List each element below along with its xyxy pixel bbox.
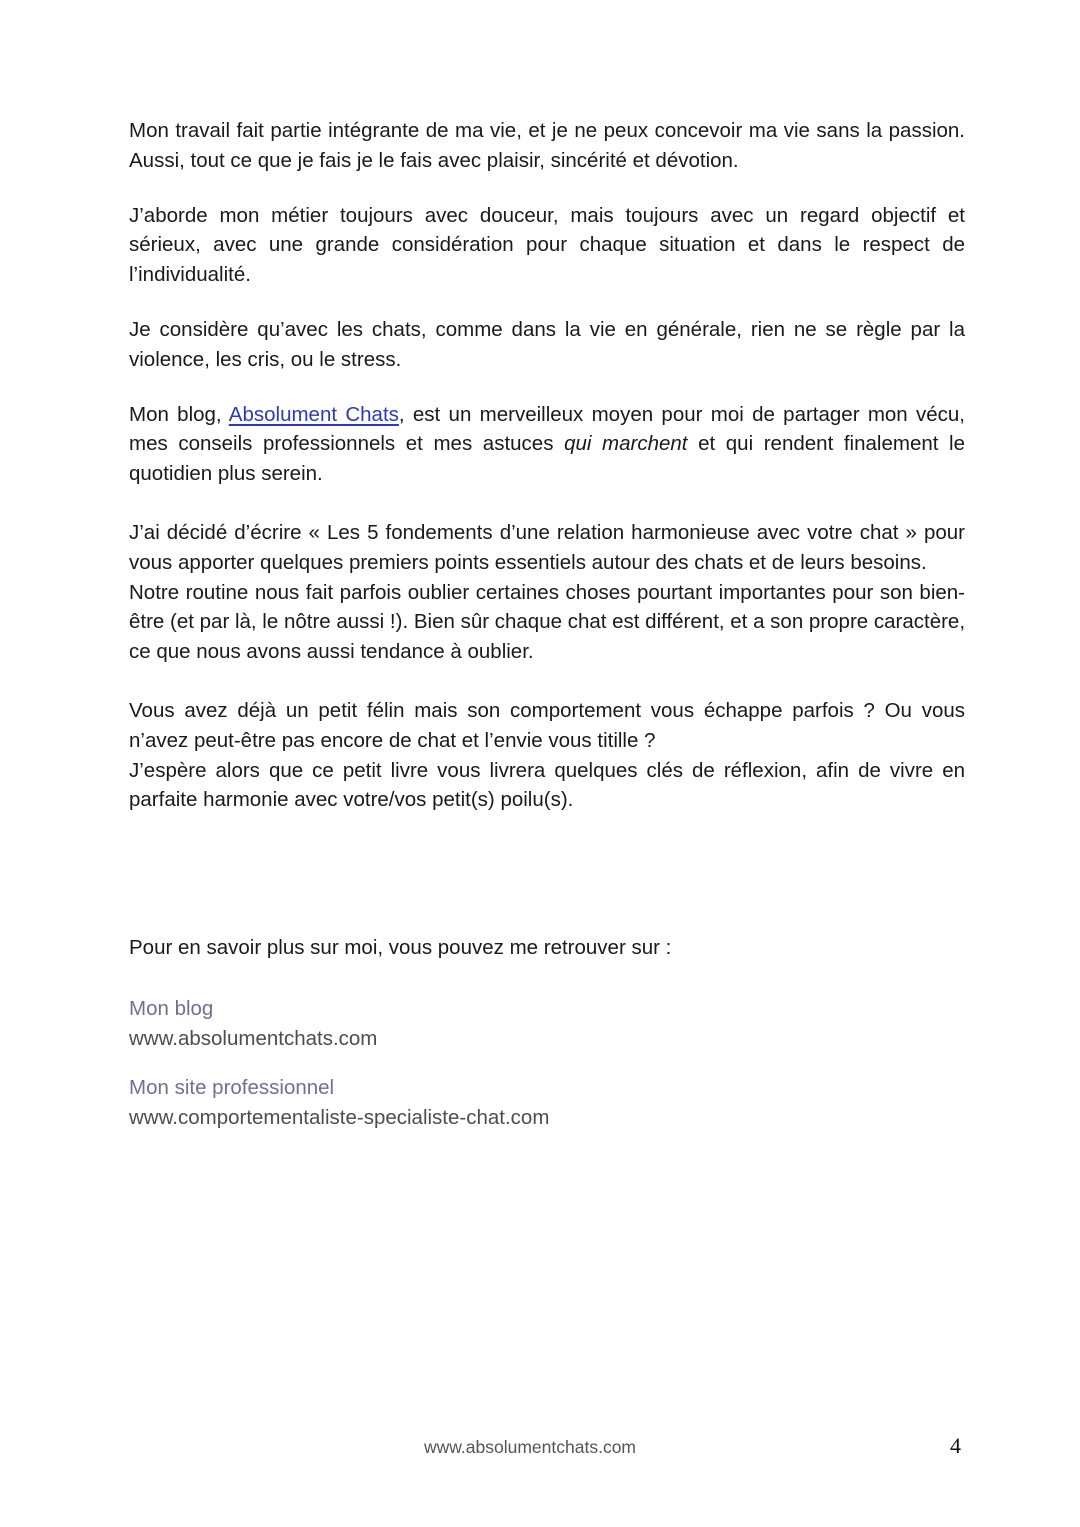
contact-pro-site [129,1073,549,1133]
blog-link[interactable]: Absolument Chats [228,402,399,426]
paragraph-question: Vous avez déjà un petit félin mais son comportement vous échappe parfois ? Ou vous n’avez peut-être pas encore de chat et l’envie vous titille ? [129,698,965,752]
paragraph-blog-end: et qui rendent finalement le quotidien plus serein. [129,432,965,486]
contact-intro: Pour en savoir plus sur moi, vous pouvez me retrouver sur : [129,936,672,959]
paragraph-blog [129,400,965,489]
footer-url: www.absolumentchats.com [423,1437,637,1457]
contact-blog-label: Mon blog [129,997,214,1020]
contact-pro-url[interactable]: www.comportementaliste-specialiste-chat.com [129,1105,550,1129]
paragraph-hope: J’espère alors que ce petit livre vous livrera quelques clés de réflexion, afin de vivre en parfaite harmonie avec votre/vos petit(s) poilu(s). [129,758,965,812]
paragraph-approach: J’aborde mon métier toujours avec douceur, mais toujours avec un regard objectif et sérieux, avec une grande considération pour chaque situation et dans le respect de l’individualité. [129,203,965,287]
page-number: 4 [950,1433,961,1458]
contact-blog [129,994,377,1054]
paragraph-blog-middle: , est un merveilleux moyen pour moi de partager mon vécu, mes conseils professionnels et mes astuces [129,402,965,456]
paragraph-routine: Notre routine nous fait parfois oublier certaines choses pourtant importantes pour son bien-être (et par là, le nôtre aussi !). Bien sûr chaque chat est différent, et a son propre caractère, ce que nous avons aussi tendance à oublier. [129,580,966,664]
paragraph-blog-intro: Mon blog, [129,402,229,426]
paragraph-book-purpose: J’ai décidé d’écrire « Les 5 fondements d’une relation harmonieuse avec votre chat » pour vous apporter quelques premiers points essentiels autour des chats et de leurs besoins. [129,520,965,574]
paragraph-no-violence: Je considère qu’avec les chats, comme dans la vie en générale, rien ne se règle par la violence, les cris, ou le stress. [129,317,965,371]
contact-blog-url[interactable]: www.absolumentchats.com [129,1026,378,1050]
contact-pro-label: Mon site professionnel [129,1076,335,1099]
paragraph-passion: Mon travail fait partie intégrante de ma vie, et je ne peux concevoir ma vie sans la passion. Aussi, tout ce que je fais je le fais avec plaisir, sincérité et dévotion. [129,119,965,172]
paragraph-blog-italic: qui marchent [564,432,688,456]
document-body [129,116,965,815]
